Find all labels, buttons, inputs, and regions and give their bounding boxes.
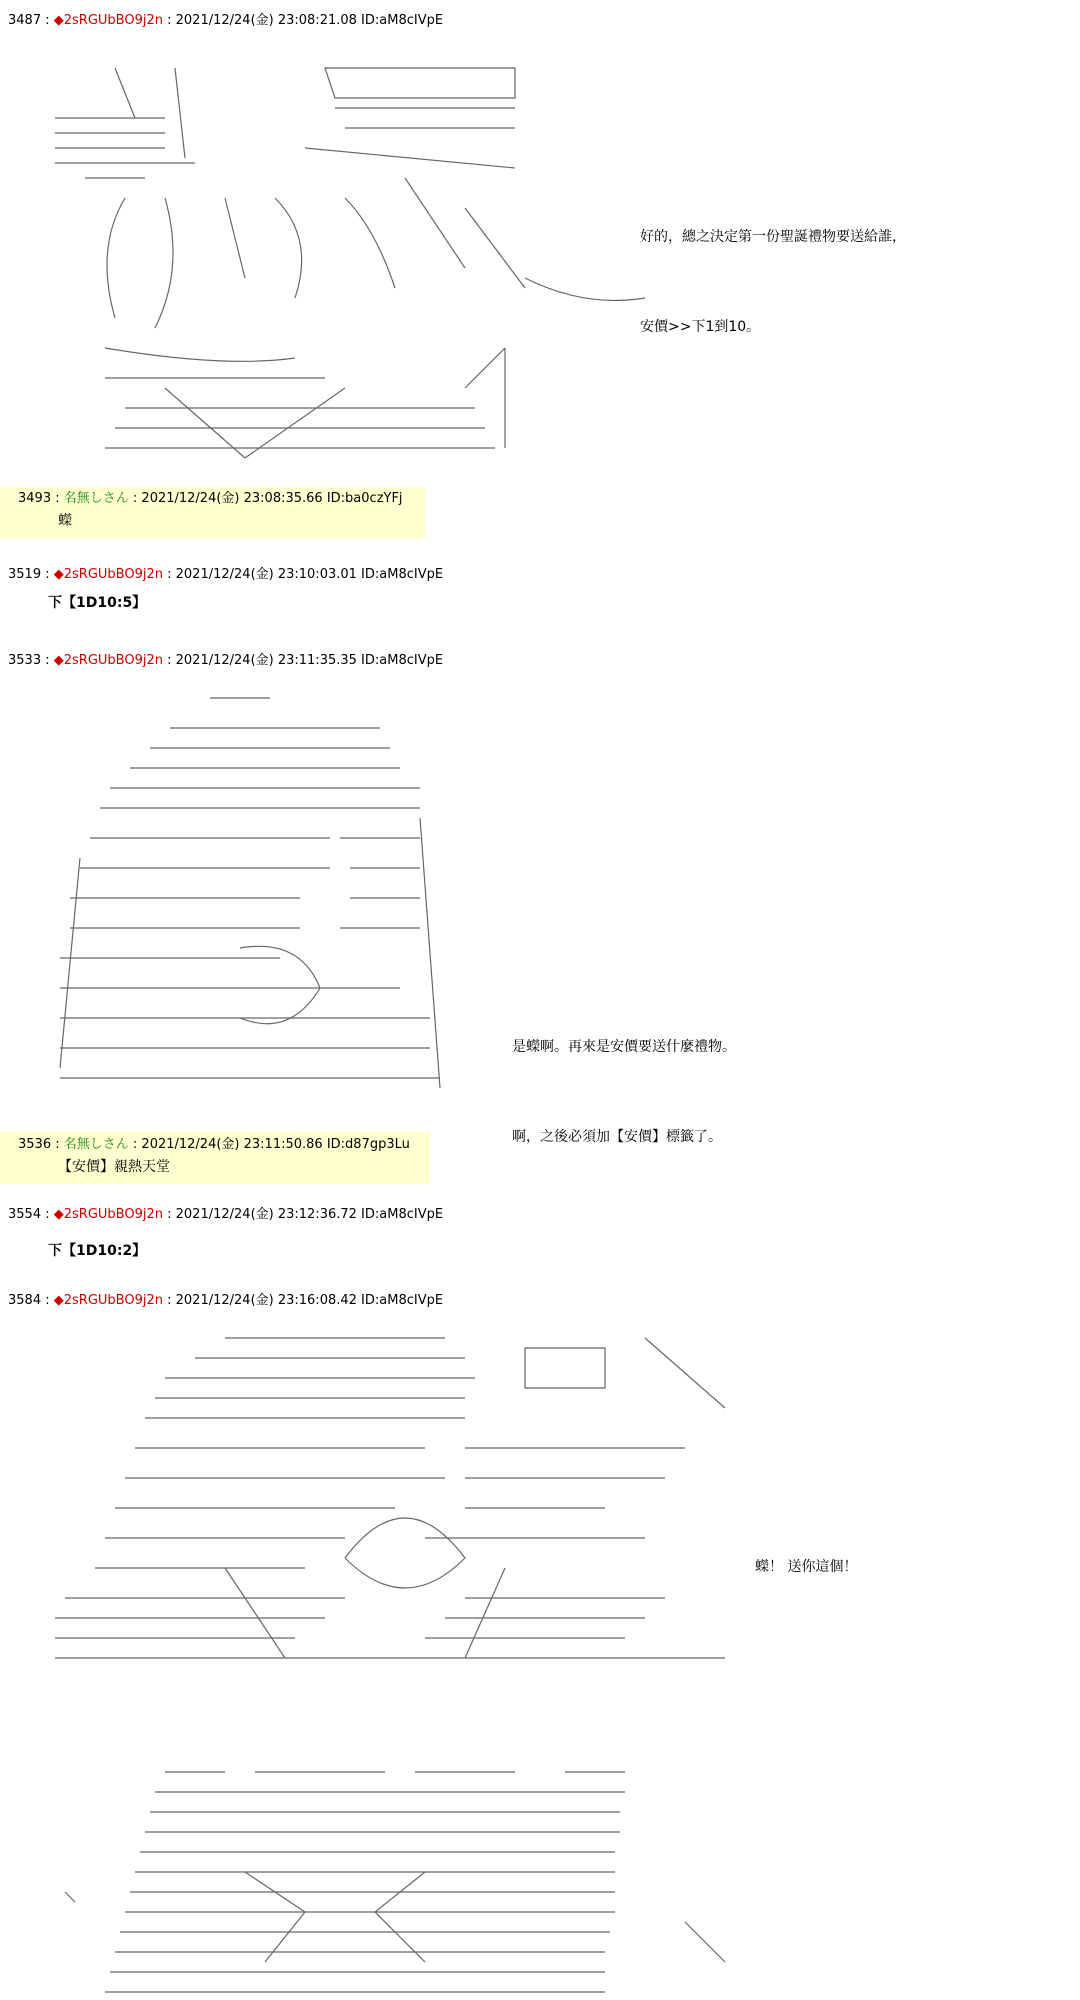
- separator: :: [162, 567, 176, 582]
- ascii-art-illustration-lower: [45, 1762, 745, 2000]
- poster-name[interactable]: ◆2sRGUbBO9j2n: [53, 567, 163, 582]
- separator: :: [162, 653, 176, 668]
- post-number: 3487: [8, 13, 42, 28]
- poster-id[interactable]: ID:aM8cIVpE: [361, 1207, 444, 1222]
- separator: :: [51, 1137, 64, 1152]
- post-body: 蠑: [58, 513, 72, 529]
- poster-name[interactable]: ◆2sRGUbBO9j2n: [53, 653, 163, 668]
- separator: :: [41, 567, 54, 582]
- caption-line: 好的，總之決定第一份聖誕禮物要送給誰，: [640, 229, 906, 245]
- post-number: 3536: [18, 1137, 52, 1152]
- post-datetime: 2021/12/24(金) 23:08:35.66: [141, 491, 323, 506]
- ascii-art-illustration: [45, 48, 665, 468]
- separator: :: [162, 13, 176, 28]
- separator: :: [51, 491, 64, 506]
- post-caption: [640, 162, 906, 402]
- post-body: 下【1D10:2】: [48, 1243, 147, 1259]
- ascii-art-illustration: [45, 1328, 745, 1728]
- ascii-art-illustration: [40, 688, 470, 1108]
- separator: :: [128, 1137, 142, 1152]
- poster-name[interactable]: ◆2sRGUbBO9j2n: [53, 1293, 163, 1308]
- post-datetime: 2021/12/24(金) 23:10:03.01: [175, 567, 357, 582]
- post-number: 3533: [8, 653, 42, 668]
- separator: :: [41, 1293, 54, 1308]
- poster-name[interactable]: ◆2sRGUbBO9j2n: [53, 13, 163, 28]
- post-datetime: 2021/12/24(金) 23:11:50.86: [141, 1137, 323, 1152]
- post-header: [8, 566, 443, 584]
- caption-line: 是蠑啊。再來是安價要送什麼禮物。: [512, 1039, 736, 1055]
- poster-id[interactable]: ID:aM8cIVpE: [361, 13, 444, 28]
- post-number: 3584: [8, 1293, 42, 1308]
- poster-id[interactable]: ID:aM8cIVpE: [361, 567, 444, 582]
- separator: :: [162, 1293, 176, 1308]
- post-header: [8, 1292, 443, 1310]
- post-datetime: 2021/12/24(金) 23:11:35.35: [175, 653, 357, 668]
- post-body: 【安價】親熱天堂: [58, 1159, 170, 1175]
- poster-id[interactable]: ID:aM8cIVpE: [361, 653, 444, 668]
- post-header: [18, 1136, 410, 1154]
- poster-name[interactable]: 名無しさん: [63, 491, 129, 506]
- post-datetime: 2021/12/24(金) 23:16:08.42: [175, 1293, 357, 1308]
- caption-line: 安價>>下1到10。: [640, 319, 761, 335]
- post-number: 3554: [8, 1207, 42, 1222]
- separator: :: [41, 1207, 54, 1222]
- separator: :: [41, 653, 54, 668]
- poster-name[interactable]: 名無しさん: [63, 1137, 129, 1152]
- post-datetime: 2021/12/24(金) 23:08:21.08: [175, 13, 357, 28]
- post-header: [18, 490, 403, 508]
- caption-line: 蠑！ 送你這個！: [755, 1559, 858, 1575]
- post-caption: [755, 1492, 857, 1642]
- poster-id[interactable]: ID:d87gp3Lu: [326, 1137, 410, 1152]
- post-header: [8, 12, 443, 30]
- separator: :: [162, 1207, 176, 1222]
- post-number: 3493: [18, 491, 52, 506]
- caption-line: 啊，之後必須加【安價】標籤了。: [512, 1129, 722, 1145]
- poster-id[interactable]: ID:aM8cIVpE: [361, 1293, 444, 1308]
- post-number: 3519: [8, 567, 42, 582]
- post-caption: [512, 972, 736, 1212]
- poster-id[interactable]: ID:ba0czYFj: [326, 491, 403, 506]
- post-header: [8, 1206, 443, 1224]
- post-body: 下【1D10:5】: [48, 595, 147, 611]
- post-header: [8, 652, 443, 670]
- separator: :: [128, 491, 142, 506]
- post-datetime: 2021/12/24(金) 23:12:36.72: [175, 1207, 357, 1222]
- separator: :: [41, 13, 54, 28]
- poster-name[interactable]: ◆2sRGUbBO9j2n: [53, 1207, 163, 1222]
